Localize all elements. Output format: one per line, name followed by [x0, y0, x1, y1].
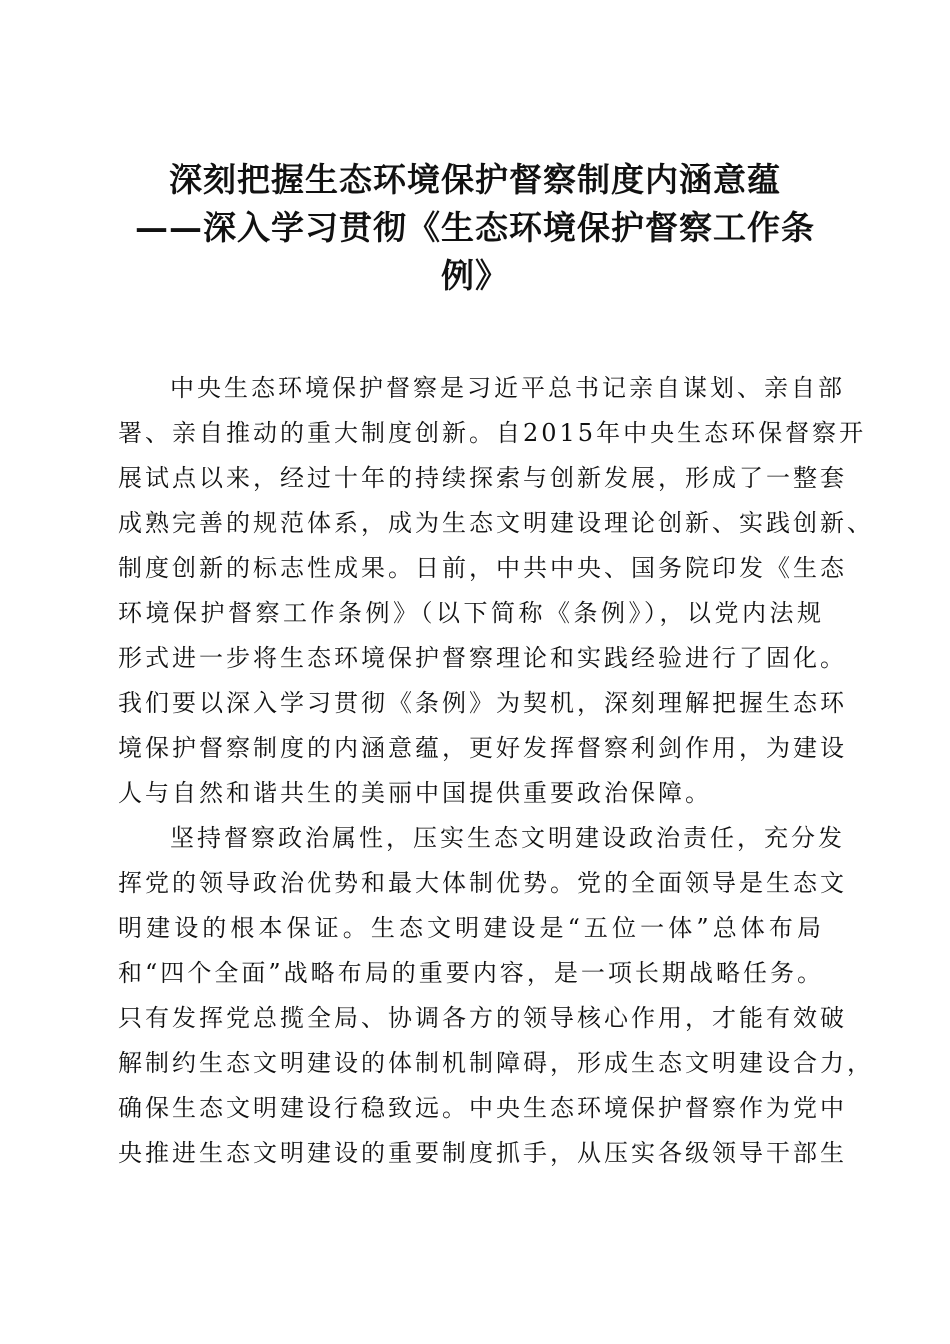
paragraph-line: 挥党的领导政治优势和最大体制优势。党的全面领导是生态文: [118, 869, 847, 897]
paragraph-line: 央推进生态文明建设的重要制度抓手，从压实各级领导干部生: [118, 1139, 847, 1167]
paragraph-line: 展试点以来，经过十年的持续探索与创新发展，形成了一整套: [118, 464, 847, 492]
document-title: [118, 156, 832, 300]
paragraph-line: 我们要以深入学习贯彻《条例》为契机，深刻理解把握生态环: [118, 689, 847, 717]
title-line: 深刻把握生态环境保护督察制度内涵意蕴: [169, 160, 781, 199]
paragraph-line: 和“四个全面”战略布局的重要内容，是一项长期战略任务。: [118, 959, 824, 987]
document-body: [118, 366, 874, 1176]
title-line: ——深入学习贯彻《生态环境保护督察工作条: [135, 208, 815, 247]
paragraph-line: 署、亲自推动的重大制度创新。自2015年中央生态环保督察开: [118, 419, 867, 447]
paragraph-line: 明建设的根本保证。生态文明建设是“五位一体”总体布局: [118, 914, 824, 942]
paragraph-line: 人与自然和谐共生的美丽中国提供重要政治保障。: [118, 779, 712, 807]
paragraph-line: 成熟完善的规范体系，成为生态文明建设理论创新、实践创新、: [118, 509, 874, 537]
paragraph-line: 确保生态文明建设行稳致远。中央生态环境保护督察作为党中: [118, 1094, 847, 1122]
title-line: 例》: [441, 256, 509, 295]
paragraph-line: 只有发挥党总揽全局、协调各方的领导核心作用，才能有效破: [118, 1004, 847, 1032]
paragraph-line: 境保护督察制度的内涵意蕴，更好发挥督察利剑作用，为建设: [118, 734, 847, 762]
paragraph-line: 制度创新的标志性成果。日前，中共中央、国务院印发《生态: [118, 554, 847, 582]
paragraph-1: [118, 366, 874, 816]
paragraph-line: 环境保护督察工作条例》（以下简称《条例》），以党内法规: [118, 599, 824, 627]
paragraph-line: 解制约生态文明建设的体制机制障碍，形成生态文明建设合力，: [118, 1049, 874, 1077]
paragraph-line: 形式进一步将生态环境保护督察理论和实践经验进行了固化。: [118, 644, 847, 672]
paragraph-line: 坚持督察政治属性，压实生态文明建设政治责任，充分发: [170, 824, 845, 852]
paragraph-2: [118, 816, 874, 1176]
paragraph-line: 中央生态环境保护督察是习近平总书记亲自谋划、亲自部: [170, 374, 845, 402]
